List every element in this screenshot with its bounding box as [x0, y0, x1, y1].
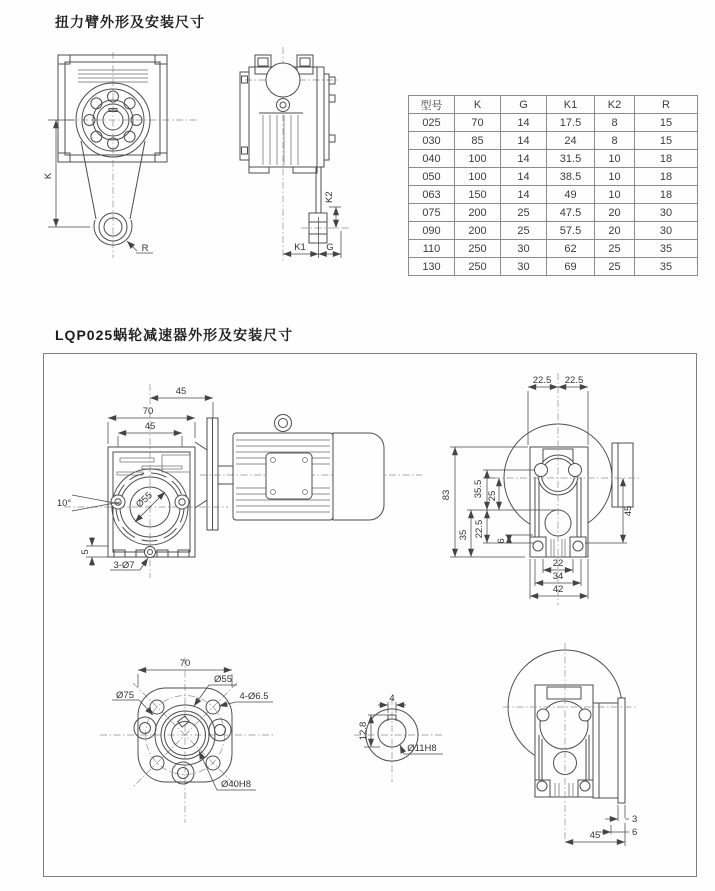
- spec-table-body: [409, 114, 698, 276]
- dim-label-holes-3d7: 3-Ø7: [113, 560, 135, 571]
- table-cell: 030: [409, 132, 455, 150]
- table-cell: 30: [635, 222, 698, 240]
- table-row: [409, 114, 698, 132]
- dim-label-k2: K2: [324, 191, 335, 203]
- table-row: [409, 222, 698, 240]
- table-cell: 25: [595, 240, 635, 258]
- table-cell: 040: [409, 150, 455, 168]
- dim-label-inner-45: 45: [144, 421, 156, 432]
- table-cell: 130: [409, 258, 455, 276]
- dim-label-angle-10: 10°: [56, 498, 72, 509]
- table-cell: 20: [595, 222, 635, 240]
- dim-label-bottom-42: 42: [552, 584, 564, 595]
- table-cell: 14: [501, 132, 547, 150]
- table-cell: 35: [635, 240, 698, 258]
- table-cell: 110: [409, 240, 455, 258]
- table-cell: 85: [455, 132, 501, 150]
- reducer-front-view-with-motor-drawing: [50, 378, 430, 600]
- column-header: K2: [595, 96, 635, 114]
- torque-arm-side-view-drawing: [235, 45, 375, 290]
- table-cell: 200: [455, 204, 501, 222]
- dim-label-top-right-225: 22.5: [564, 375, 584, 386]
- table-cell: 025: [409, 114, 455, 132]
- dim-label-bottom-22: 22: [552, 558, 564, 569]
- dim-label-top-left-225: 22.5: [532, 375, 552, 386]
- table-cell: 090: [409, 222, 455, 240]
- table-cell: 38.5: [547, 168, 595, 186]
- table-row: [409, 240, 698, 258]
- spec-table: [408, 95, 698, 276]
- table-cell: 15: [635, 114, 698, 132]
- table-cell: 30: [635, 204, 698, 222]
- dim-label-top-45: 45: [175, 386, 187, 397]
- dim-label-key-4: 4: [389, 693, 395, 704]
- table-cell: 200: [455, 222, 501, 240]
- dim-label-depth-128: 12.8: [358, 721, 369, 741]
- table-cell: 14: [501, 168, 547, 186]
- dim-label-left-355: 35.5: [473, 479, 484, 499]
- dim-label-width-70: 70: [179, 658, 191, 669]
- column-header: 型号: [409, 96, 455, 114]
- dim-label-bottom-34: 34: [552, 571, 564, 582]
- dim-label-left-225: 22.5: [474, 519, 485, 539]
- dim-label-left-25: 25: [487, 490, 498, 502]
- table-cell: 18: [635, 186, 698, 204]
- table-cell: 24: [547, 132, 595, 150]
- table-cell: 15: [635, 132, 698, 150]
- section1-title: 扭力臂外形及安装尺寸: [55, 14, 205, 30]
- table-cell: 150: [455, 186, 501, 204]
- torque-arm-front-view-drawing: [40, 50, 220, 285]
- table-cell: 250: [455, 240, 501, 258]
- reducer-side-view-drawing: [495, 635, 695, 865]
- table-cell: 70: [455, 114, 501, 132]
- table-row: [409, 168, 698, 186]
- section2-title: LQP025蜗轮减速器外形及安装尺寸: [55, 327, 294, 343]
- column-header: K1: [547, 96, 595, 114]
- table-cell: 20: [595, 204, 635, 222]
- dim-label-bottom-5: 5: [80, 549, 91, 555]
- dim-label-right-6: 6: [632, 827, 638, 838]
- dim-label-k: K: [43, 172, 54, 180]
- dim-label-bore-d55: Ø55: [133, 490, 155, 511]
- table-header-row: [409, 96, 698, 114]
- table-cell: 063: [409, 186, 455, 204]
- table-cell: 69: [547, 258, 595, 276]
- dim-label-bottom-45: 45: [589, 830, 601, 841]
- table-row: [409, 150, 698, 168]
- table-cell: 075: [409, 204, 455, 222]
- dim-label-right-45: 45: [623, 505, 634, 517]
- dim-label-d55: Ø55: [214, 674, 232, 685]
- table-cell: 57.5: [547, 222, 595, 240]
- dim-label-r: R: [141, 243, 149, 254]
- table-cell: 050: [409, 168, 455, 186]
- table-cell: 100: [455, 168, 501, 186]
- table-cell: 31.5: [547, 150, 595, 168]
- dim-label-d75: Ø75: [116, 690, 134, 701]
- column-header: G: [501, 96, 547, 114]
- table-cell: 250: [455, 258, 501, 276]
- table-cell: 25: [595, 258, 635, 276]
- dim-label-height-83: 83: [441, 489, 452, 501]
- column-header: K: [455, 96, 501, 114]
- table-cell: 10: [595, 168, 635, 186]
- dim-label-left-6: 6: [496, 538, 507, 544]
- table-cell: 49: [547, 186, 595, 204]
- table-row: [409, 258, 698, 276]
- table-cell: 18: [635, 150, 698, 168]
- dim-label-holes-4d65: 4-Ø6.5: [239, 691, 269, 702]
- table-cell: 25: [501, 222, 547, 240]
- table-cell: 62: [547, 240, 595, 258]
- table-cell: 30: [501, 240, 547, 258]
- table-cell: 8: [595, 114, 635, 132]
- table-cell: 14: [501, 186, 547, 204]
- table-cell: 47.5: [547, 204, 595, 222]
- dim-label-right-3: 3: [632, 814, 638, 825]
- column-header: R: [635, 96, 698, 114]
- table-cell: 10: [595, 186, 635, 204]
- table-cell: 35: [635, 258, 698, 276]
- table-cell: 8: [595, 132, 635, 150]
- table-cell: 14: [501, 114, 547, 132]
- table-cell: 100: [455, 150, 501, 168]
- table-cell: 30: [501, 258, 547, 276]
- reducer-rear-view-drawing: [435, 365, 685, 610]
- dim-label-width-70: 70: [142, 406, 154, 417]
- dim-label-g: G: [326, 242, 334, 253]
- dim-label-k1: K1: [294, 242, 306, 253]
- table-cell: 10: [595, 150, 635, 168]
- table-row: [409, 204, 698, 222]
- table-cell: 14: [501, 150, 547, 168]
- table-row: [409, 132, 698, 150]
- dim-label-bore-d40: Ø40H8: [220, 779, 252, 790]
- output-flange-face-drawing: [95, 645, 290, 830]
- dim-label-bore-d11: Ø11H8: [407, 743, 437, 754]
- table-row: [409, 186, 698, 204]
- table-cell: 17.5: [547, 114, 595, 132]
- dim-label-left-35: 35: [458, 529, 469, 541]
- table-cell: 18: [635, 168, 698, 186]
- shaft-bore-section-drawing: [340, 690, 465, 795]
- table-cell: 25: [501, 204, 547, 222]
